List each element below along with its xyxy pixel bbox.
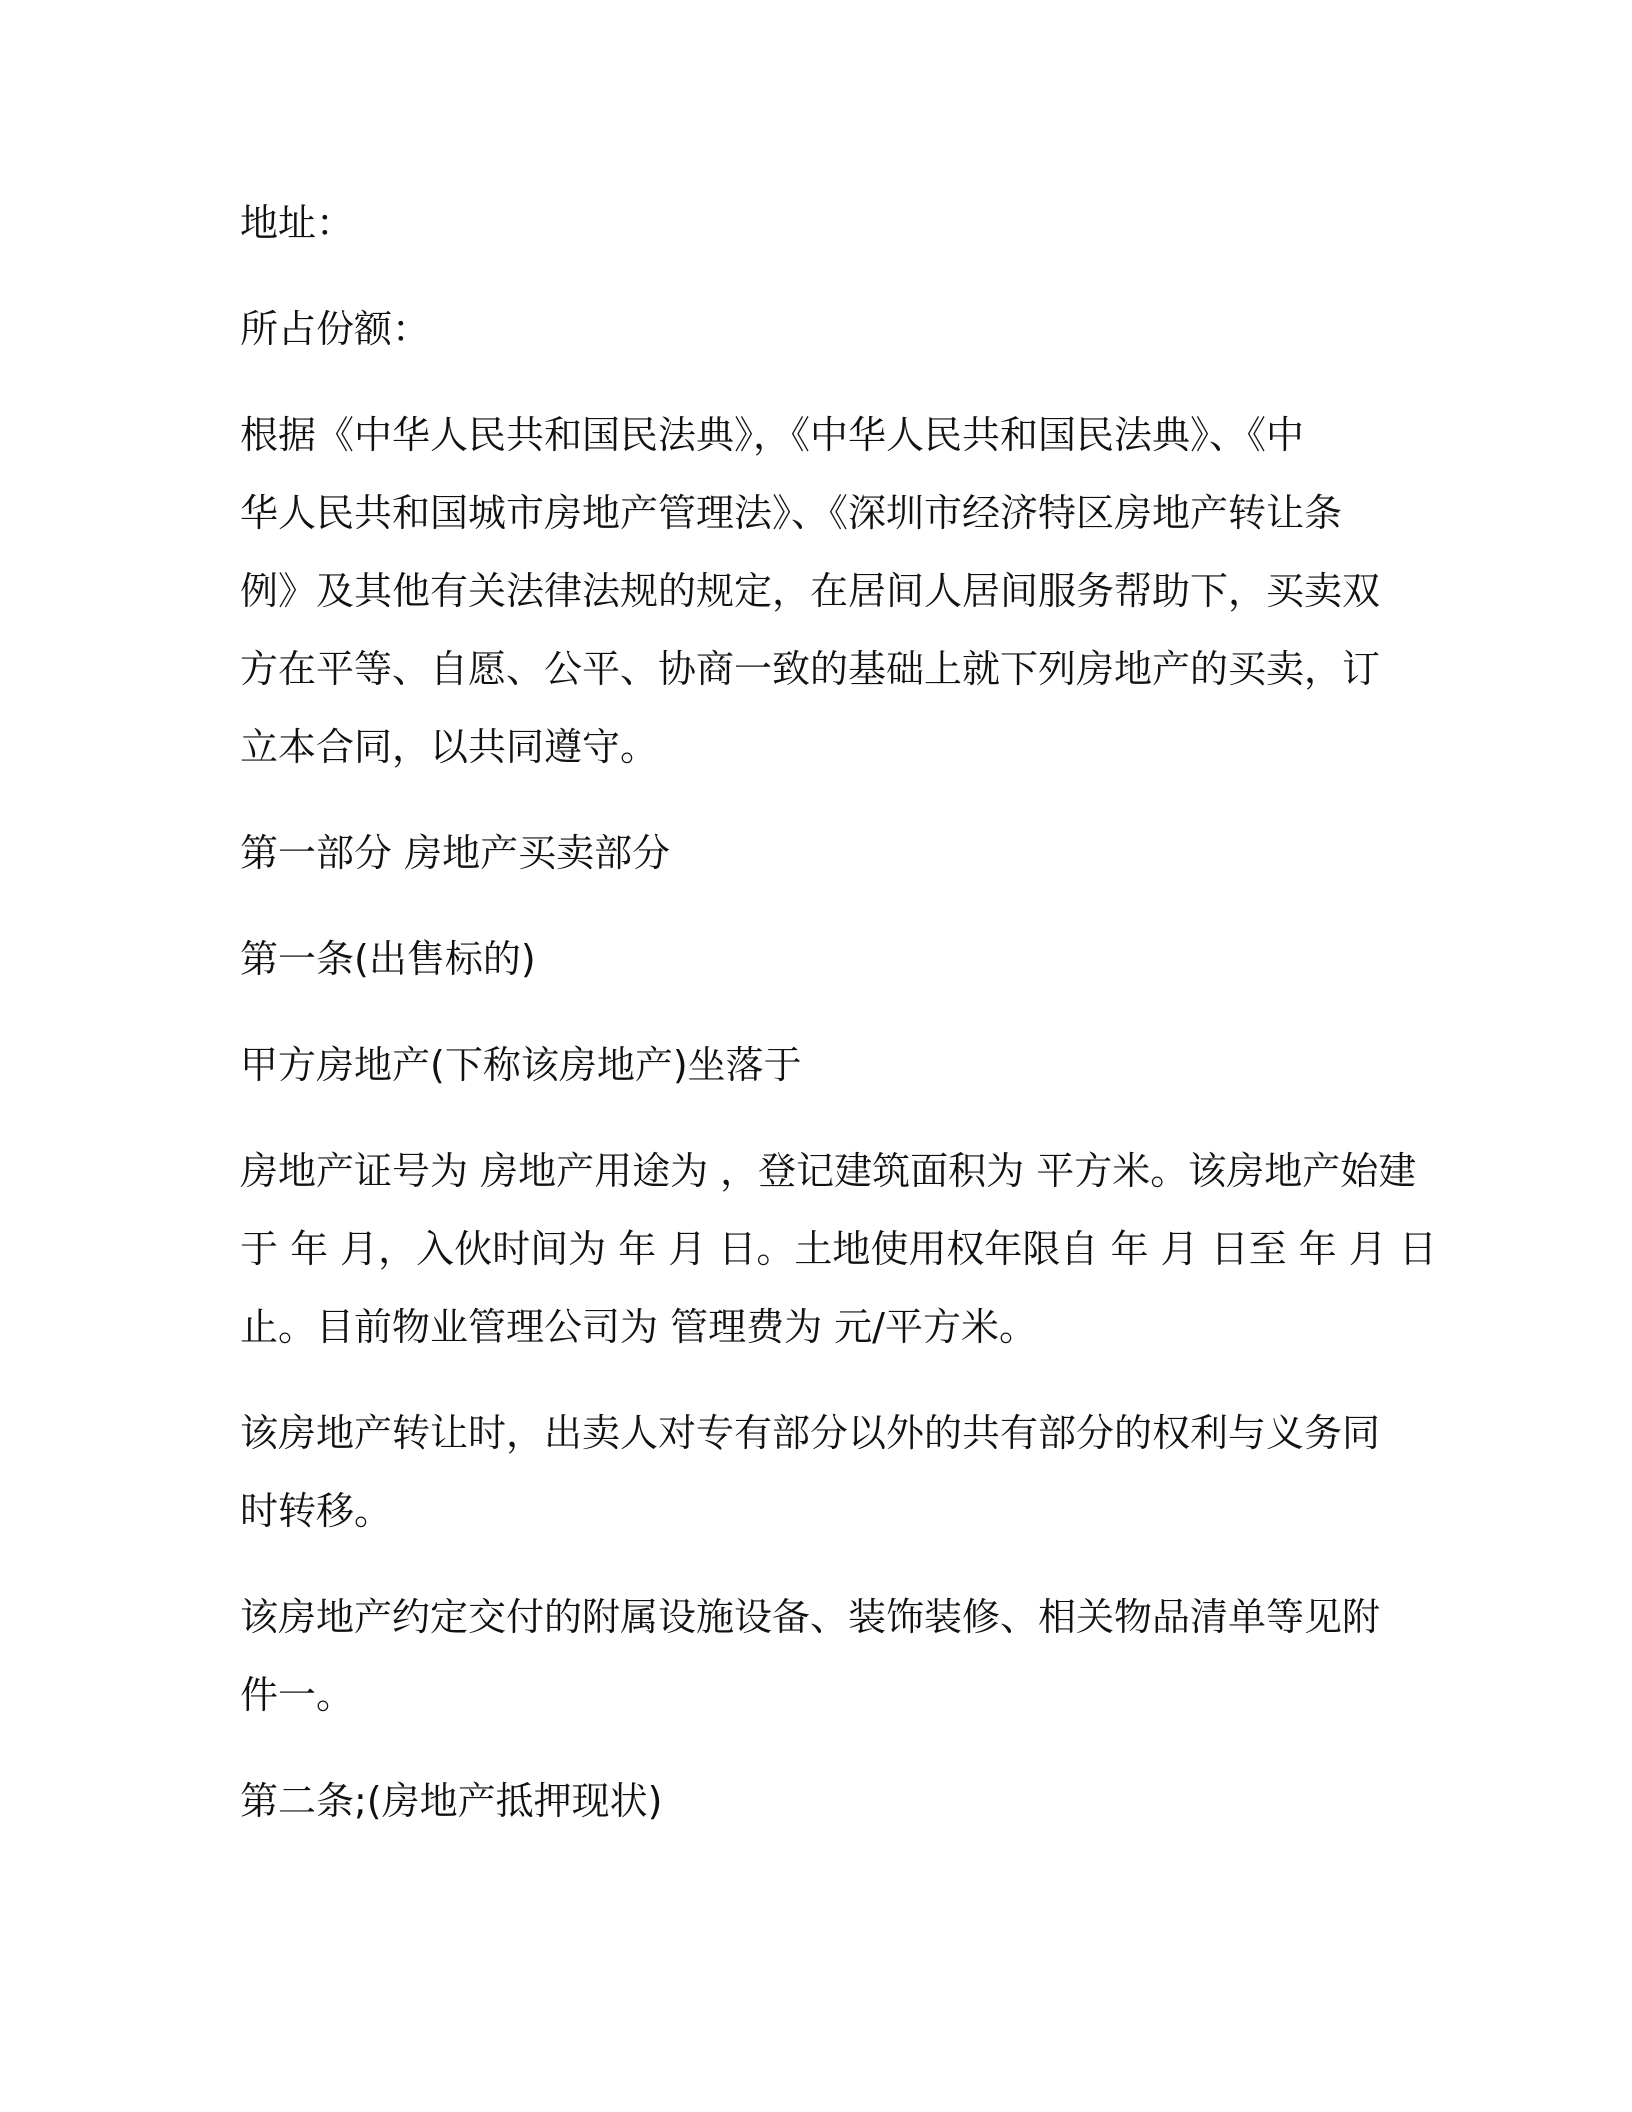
common-rights-paragraph bbox=[240, 1394, 1400, 1550]
share-line bbox=[240, 290, 1400, 368]
part-one-heading bbox=[240, 814, 1400, 892]
property-details-paragraph bbox=[240, 1132, 1437, 1366]
text-line: 立本合同，以共同遵守。 bbox=[240, 725, 659, 769]
text-line: 根据《中华人民共和国民法典》，《中华人民共和国民法典》、《中 bbox=[240, 413, 1305, 457]
text-line: 于 年 月，入伙时间为 年 月 日。土地使用权年限自 年 月 日至 年 月 日 bbox=[240, 1227, 1437, 1271]
text-line: 地址： bbox=[240, 201, 355, 245]
article-one-heading bbox=[240, 920, 1400, 998]
text-line: 甲方房地产(下称该房地产)坐落于 bbox=[240, 1043, 802, 1087]
text-line: 第一条(出售标的) bbox=[240, 937, 536, 981]
preamble-paragraph bbox=[240, 396, 1400, 786]
text-line: 华人民共和国城市房地产管理法》、《深圳市经济特区房地产转让条 bbox=[240, 491, 1343, 535]
text-line: 房地产证号为 房地产用途为 ，登记建筑面积为 平方米。该房地产始建 bbox=[240, 1149, 1417, 1193]
text-line: 时转移。 bbox=[240, 1489, 393, 1533]
text-line: 方在平等、自愿、公平、协商一致的基础上就下列房地产的买卖，订 bbox=[240, 647, 1381, 691]
text-line: 第一部分 房地产买卖部分 bbox=[240, 831, 671, 875]
location-line bbox=[240, 1026, 1400, 1104]
text-line: 第二条;(房地产抵押现状) bbox=[240, 1779, 663, 1823]
text-line: 例》及其他有关法律法规的规定，在居间人居间服务帮助下，买卖双 bbox=[240, 569, 1381, 613]
text-line: 该房地产约定交付的附属设施设备、装饰装修、相关物品清单等见附 bbox=[240, 1595, 1381, 1639]
attachments-paragraph bbox=[240, 1578, 1400, 1734]
document-body bbox=[240, 184, 1437, 1868]
text-line: 止。目前物业管理公司为 管理费为 元/平方米。 bbox=[240, 1305, 1037, 1349]
text-line: 该房地产转让时，出卖人对专有部分以外的共有部分的权利与义务同 bbox=[240, 1411, 1381, 1455]
text-line: 所占份额： bbox=[240, 307, 431, 351]
address-line bbox=[240, 184, 1400, 262]
article-two-heading bbox=[240, 1762, 1400, 1840]
text-line: 件一。 bbox=[240, 1673, 355, 1717]
